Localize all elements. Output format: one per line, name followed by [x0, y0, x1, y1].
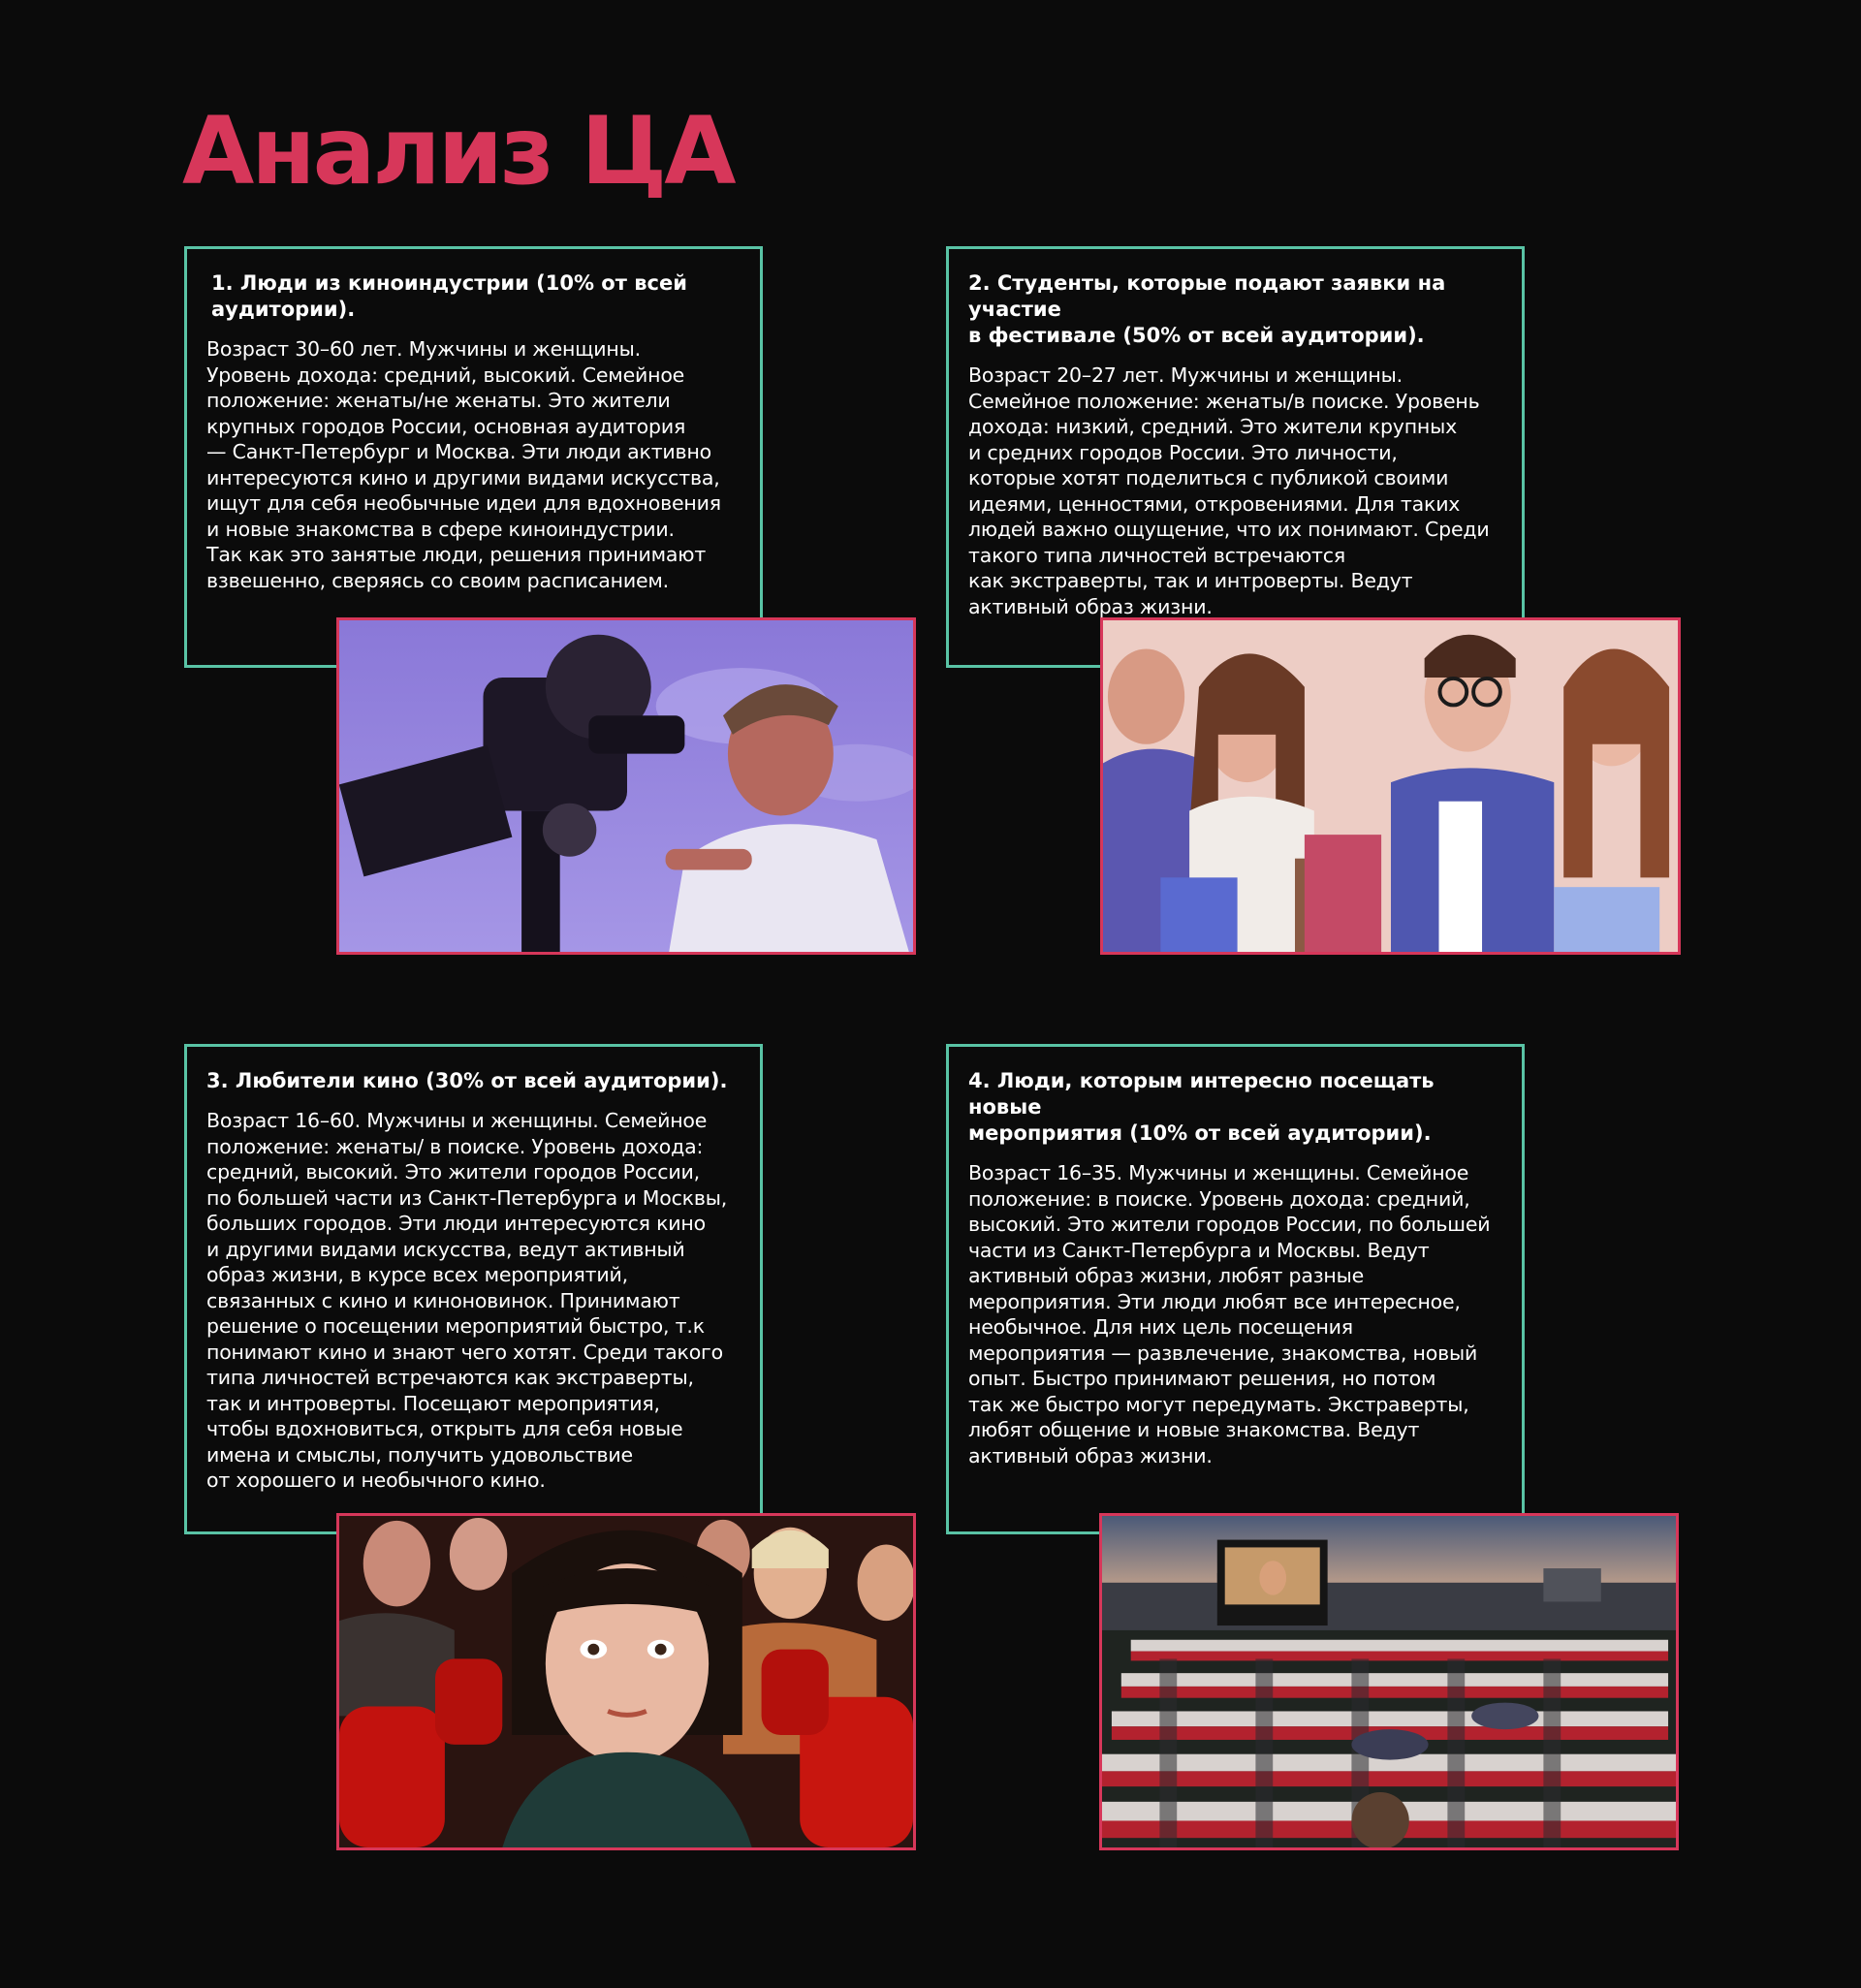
students-group-photo: [1100, 617, 1681, 955]
segment-heading: 1. Люди из киноиндустрии (10% от всей аудитории).: [211, 271, 687, 321]
segment-card-4: [946, 1044, 1525, 1534]
segment-heading: 3. Любители кино (30% от всей аудитории).: [206, 1069, 728, 1092]
segment-heading: 2. Студенты, которые подают заявки на участие в фестивале (50% от всей аудитории).: [968, 271, 1446, 347]
page-title: Анализ ЦА: [182, 97, 734, 205]
segment-body: Возраст 30–60 лет. Мужчины и женщины. Уровень дохода: средний, высокий. Семейное положение: женаты/не женаты. Это жители крупных городов России, основная аудитория — Санкт-Петербург и Москва. Эти люди активно интересуются кино и другими видами искусства, ищут для себя необычные идеи для вдохновения и новые знакомства в сфере киноиндустрии. Так как это занятые люди, решения принимают взвешенно, сверяясь со своим расписанием.: [206, 337, 721, 592]
segment-body: Возраст 16–35. Мужчины и женщины. Семейное положение: в поиске. Уровень дохода: средний, высокий. Это жители городов России, по большей части из Санкт-Петербурга и Москвы. Ведут активный образ жизни, любят разные мероприятия. Эти люди любят все интересное, необычное. Для них цель посещения мероприятия — развлечение, знакомства, новый опыт. Быстро принимают решения, но потом так же быстро могут передумать. Экстраверты, любят общение и новые знакомства. Ведут активный образ жизни.: [968, 1161, 1491, 1467]
cinema-audience-photo: [336, 1513, 916, 1850]
rooftop-open-air-cinema-photo: [1099, 1513, 1679, 1850]
segment-body: Возраст 20–27 лет. Мужчины и женщины. Семейное положение: женаты/в поиске. Уровень дохода: низкий, средний. Это жители крупных и средних городов России. Это личности, которые хотят поделиться с публикой своими идеями, ценностями, откровениями. Для таких людей важно ощущение, что их понимают. Среди такого типа личностей встречаются как экстраверты, так и интроверты. Ведут активный образ жизни.: [968, 363, 1490, 618]
segment-card-2: [946, 246, 1525, 668]
segment-card-3: [184, 1044, 763, 1534]
filmmaker-with-camera-photo: [336, 617, 916, 955]
segment-card-1: [184, 246, 763, 668]
segment-heading: 4. Люди, которым интересно посещать новые мероприятия (10% от всей аудитории).: [968, 1069, 1435, 1145]
segment-body: Возраст 16–60. Мужчины и женщины. Семейное положение: женаты/ в поиске. Уровень дохода: средний, высокий. Это жители городов России, по большей части из Санкт-Петербурга и Москвы, больших городов. Эти люди интересуются кино и другими видами искусства, ведут активный образ жизни, в курсе всех мероприятий, связанных с кино и киноновинок. Принимают решение о посещении мероприятий быстро, т.к понимают кино и знают чего хотят. Среди такого типа личностей встречаются как экстраверты, так и интроверты. Посещают мероприятия, чтобы вдохновиться, открыть для себя новые имена и смыслы, получить удовольствие от хорошего и необычного кино.: [206, 1109, 728, 1492]
